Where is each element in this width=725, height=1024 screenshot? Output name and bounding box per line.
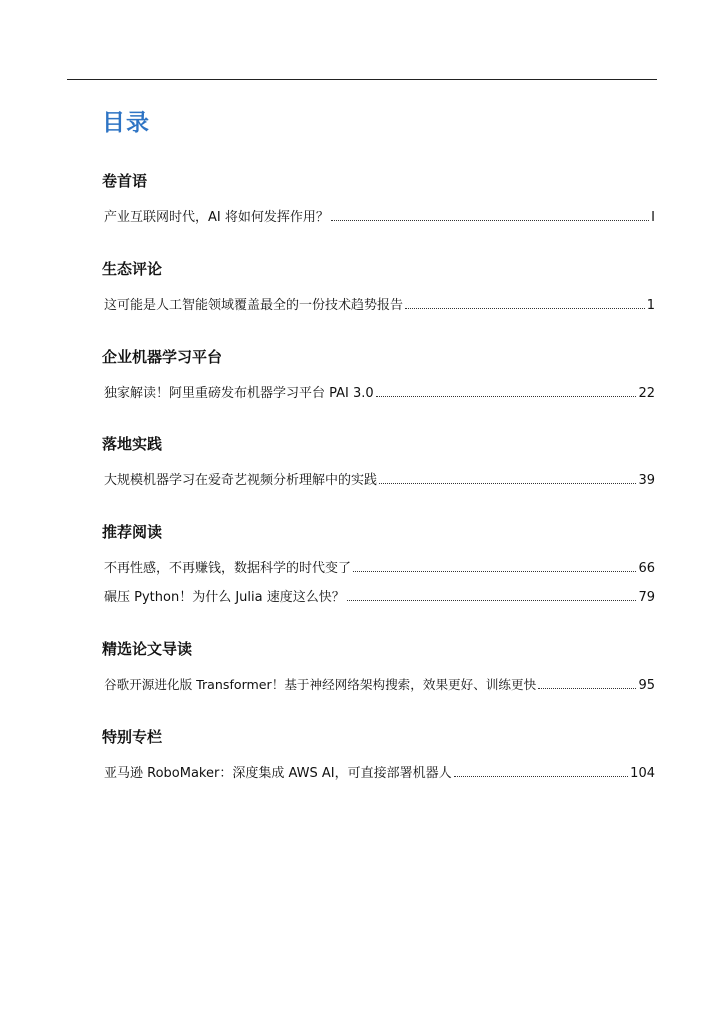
- entry-page-number: 79: [638, 590, 655, 605]
- toc-entry[interactable]: [104, 761, 655, 781]
- section-heading: 精选论文导读: [102, 640, 193, 658]
- section-heading: 特别专栏: [102, 728, 163, 746]
- section-heading: 推荐阅读: [102, 523, 163, 541]
- section-heading: 生态评论: [102, 260, 163, 278]
- toc-entry[interactable]: [104, 673, 655, 693]
- toc-entry[interactable]: [104, 381, 655, 401]
- section-heading: 卷首语: [102, 172, 148, 190]
- entry-page-number: 104: [630, 766, 655, 781]
- entry-page-number: 39: [638, 473, 655, 488]
- section-heading: 落地实践: [102, 435, 163, 453]
- entry-page-number: 1: [646, 298, 655, 313]
- entry-page-number: 95: [638, 678, 655, 693]
- header-rule: [67, 79, 657, 80]
- toc-entry[interactable]: [104, 585, 655, 605]
- entry-page-number: 66: [638, 561, 655, 576]
- entry-title: 独家解读！阿里重磅发布机器学习平台 PAI 3.0: [104, 386, 374, 401]
- entry-title: 大规模机器学习在爱奇艺视频分析理解中的实践: [104, 473, 378, 488]
- entry-page-number: I: [651, 210, 655, 225]
- dot-leader: [379, 483, 636, 484]
- toc-entry[interactable]: [104, 468, 655, 488]
- dot-leader: [331, 220, 649, 221]
- toc-entry[interactable]: [104, 556, 655, 576]
- entry-title: 谷歌开源进化版 Transformer！基于神经网络架构搜索，效果更好、训练更快: [104, 677, 537, 692]
- toc-entry[interactable]: [104, 293, 655, 313]
- dot-leader: [538, 688, 636, 689]
- section-heading: 企业机器学习平台: [102, 348, 223, 366]
- entry-title: 碾压 Python！为什么 Julia 速度这么快？: [104, 590, 345, 605]
- entry-title: 亚马逊 RoboMaker：深度集成 AWS AI，可直接部署机器人: [104, 766, 452, 781]
- entry-title: 不再性感，不再赚钱，数据科学的时代变了: [104, 561, 352, 576]
- toc-entry[interactable]: [104, 205, 655, 225]
- dot-leader: [454, 776, 629, 777]
- dot-leader: [405, 308, 645, 309]
- dot-leader: [353, 571, 636, 572]
- dot-leader: [376, 396, 637, 397]
- entry-title: 这可能是人工智能领域覆盖最全的一份技术趋势报告: [104, 298, 404, 313]
- entry-title: 产业互联网时代，AI 将如何发挥作用？: [104, 210, 329, 225]
- toc-title: 目录: [102, 110, 150, 136]
- entry-page-number: 22: [638, 386, 655, 401]
- dot-leader: [347, 600, 637, 601]
